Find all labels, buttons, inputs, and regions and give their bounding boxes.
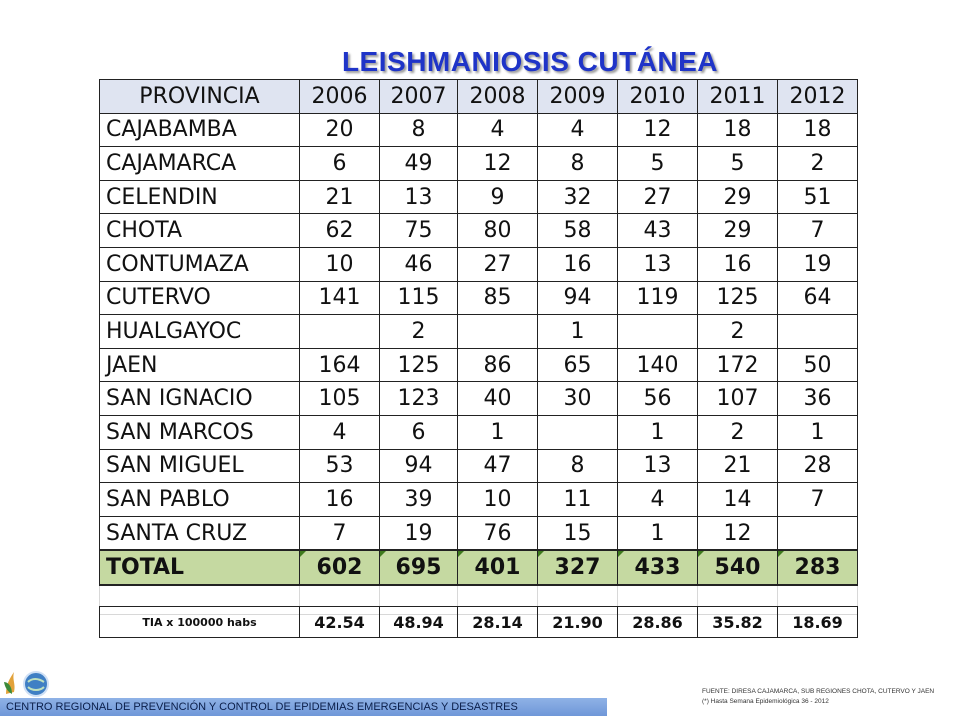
total-label: TOTAL: [100, 550, 300, 585]
cases-table: [99, 79, 858, 615]
year-header: 2011: [698, 80, 778, 114]
case-count: 10: [458, 483, 538, 517]
case-count: 10: [300, 247, 380, 281]
case-count: 9: [458, 180, 538, 214]
province-name: HUALGAYOC: [100, 315, 300, 349]
page-title: LEISHMANIOSIS CUTÁNEA: [341, 46, 719, 77]
case-count: 1: [458, 415, 538, 449]
case-count: 13: [380, 180, 458, 214]
case-count: 16: [300, 483, 380, 517]
case-count: 29: [698, 214, 778, 248]
case-count: 16: [698, 247, 778, 281]
table-row: [100, 281, 858, 315]
case-count: 8: [380, 113, 458, 147]
source-note: [702, 687, 960, 707]
case-count: 14: [698, 483, 778, 517]
case-count: [538, 415, 618, 449]
tia-row: [100, 607, 858, 638]
case-count: 19: [778, 247, 858, 281]
table-row: [100, 247, 858, 281]
case-count: 49: [380, 147, 458, 181]
case-count: 12: [698, 516, 778, 550]
case-count: 107: [698, 382, 778, 416]
table-row: [100, 516, 858, 550]
case-count: 27: [458, 247, 538, 281]
case-count: 13: [618, 449, 698, 483]
case-count: 18: [778, 113, 858, 147]
province-name: SANTA CRUZ: [100, 516, 300, 550]
total-row: [100, 550, 858, 585]
total-value: 433: [618, 550, 698, 585]
case-count: 94: [538, 281, 618, 315]
province-name: SAN PABLO: [100, 483, 300, 517]
case-count: 5: [618, 147, 698, 181]
case-count: 29: [698, 180, 778, 214]
tia-value: 21.90: [538, 607, 618, 638]
case-count: [618, 315, 698, 349]
case-count: 140: [618, 348, 698, 382]
case-count: 50: [778, 348, 858, 382]
year-header: 2008: [458, 80, 538, 114]
province-name: SAN MARCOS: [100, 415, 300, 449]
province-name: CAJAMARCA: [100, 147, 300, 181]
case-count: 40: [458, 382, 538, 416]
province-header: PROVINCIA: [100, 80, 300, 114]
tia-table: [99, 606, 858, 638]
footer-org-bar: CENTRO REGIONAL DE PREVENCIÓN Y CONTROL DE EPIDEMIAS EMERGENCIAS Y DESASTRES: [0, 698, 607, 716]
year-header: 2010: [618, 80, 698, 114]
case-count: 85: [458, 281, 538, 315]
case-count: 94: [380, 449, 458, 483]
case-count: 2: [698, 315, 778, 349]
case-count: 125: [698, 281, 778, 315]
case-count: 141: [300, 281, 380, 315]
case-count: 36: [778, 382, 858, 416]
case-count: 12: [618, 113, 698, 147]
case-count: 43: [618, 214, 698, 248]
case-count: [458, 315, 538, 349]
case-count: 30: [538, 382, 618, 416]
case-count: 4: [300, 415, 380, 449]
case-count: 76: [458, 516, 538, 550]
total-value: 540: [698, 550, 778, 585]
case-count: 53: [300, 449, 380, 483]
table-row: [100, 214, 858, 248]
table-row: [100, 113, 858, 147]
case-count: 75: [380, 214, 458, 248]
case-count: 6: [380, 415, 458, 449]
table-row: [100, 382, 858, 416]
year-header: 2007: [380, 80, 458, 114]
case-count: 12: [458, 147, 538, 181]
year-header: 2012: [778, 80, 858, 114]
province-name: SAN MIGUEL: [100, 449, 300, 483]
province-name: CUTERVO: [100, 281, 300, 315]
case-count: 119: [618, 281, 698, 315]
tia-value: 48.94: [380, 607, 458, 638]
total-value: 401: [458, 550, 538, 585]
case-count: 47: [458, 449, 538, 483]
case-count: 115: [380, 281, 458, 315]
tia-value: 28.86: [618, 607, 698, 638]
case-count: [778, 516, 858, 550]
province-name: CAJABAMBA: [100, 113, 300, 147]
case-count: 7: [778, 214, 858, 248]
table-row: [100, 449, 858, 483]
case-count: 32: [538, 180, 618, 214]
total-value: 602: [300, 550, 380, 585]
case-count: 51: [778, 180, 858, 214]
tia-label: TIA x 100000 habs: [100, 607, 300, 638]
case-count: 39: [380, 483, 458, 517]
case-count: 7: [778, 483, 858, 517]
source-line: FUENTE: DIRESA CAJAMARCA, SUB REGIONES CHOTA, CUTERVO Y JAEN: [702, 688, 935, 695]
case-count: 15: [538, 516, 618, 550]
case-count: 46: [380, 247, 458, 281]
tia-value: 28.14: [458, 607, 538, 638]
case-count: 4: [618, 483, 698, 517]
tia-value: 35.82: [698, 607, 778, 638]
case-count: 1: [618, 415, 698, 449]
table-row: [100, 415, 858, 449]
table-row: [100, 180, 858, 214]
total-value: 695: [380, 550, 458, 585]
case-count: 86: [458, 348, 538, 382]
table-row: [100, 147, 858, 181]
province-name: JAEN: [100, 348, 300, 382]
case-count: 6: [300, 147, 380, 181]
tia-value: 42.54: [300, 607, 380, 638]
case-count: 123: [380, 382, 458, 416]
case-count: 125: [380, 348, 458, 382]
table-row: [100, 315, 858, 349]
case-count: [778, 315, 858, 349]
case-count: 5: [698, 147, 778, 181]
total-value: 327: [538, 550, 618, 585]
case-count: 164: [300, 348, 380, 382]
case-count: 18: [698, 113, 778, 147]
case-count: 1: [538, 315, 618, 349]
case-count: 172: [698, 348, 778, 382]
logo: [0, 660, 55, 700]
header-row: [100, 80, 858, 114]
source-footnote: (*) Hasta Semana Epidemiológica 36 - 2012: [702, 698, 829, 705]
case-count: 58: [538, 214, 618, 248]
case-count: 1: [778, 415, 858, 449]
province-name: CHOTA: [100, 214, 300, 248]
case-count: 8: [538, 147, 618, 181]
province-name: SAN IGNACIO: [100, 382, 300, 416]
case-count: 21: [300, 180, 380, 214]
case-count: 27: [618, 180, 698, 214]
case-count: 19: [380, 516, 458, 550]
case-count: 16: [538, 247, 618, 281]
province-name: CONTUMAZA: [100, 247, 300, 281]
case-count: [300, 315, 380, 349]
case-count: 105: [300, 382, 380, 416]
case-count: 7: [300, 516, 380, 550]
case-count: 11: [538, 483, 618, 517]
case-count: 20: [300, 113, 380, 147]
year-header: 2006: [300, 80, 380, 114]
case-count: 4: [458, 113, 538, 147]
case-count: 2: [698, 415, 778, 449]
year-header: 2009: [538, 80, 618, 114]
case-count: 21: [698, 449, 778, 483]
table-row: [100, 348, 858, 382]
case-count: 62: [300, 214, 380, 248]
case-count: 13: [618, 247, 698, 281]
case-count: 65: [538, 348, 618, 382]
case-count: 4: [538, 113, 618, 147]
province-name: CELENDIN: [100, 180, 300, 214]
case-count: 2: [380, 315, 458, 349]
case-count: 2: [778, 147, 858, 181]
total-value: 283: [778, 550, 858, 585]
case-count: 80: [458, 214, 538, 248]
case-count: 8: [538, 449, 618, 483]
case-count: 56: [618, 382, 698, 416]
case-count: 1: [618, 516, 698, 550]
case-count: 64: [778, 281, 858, 315]
table-row: [100, 483, 858, 517]
tia-value: 18.69: [778, 607, 858, 638]
case-count: 28: [778, 449, 858, 483]
